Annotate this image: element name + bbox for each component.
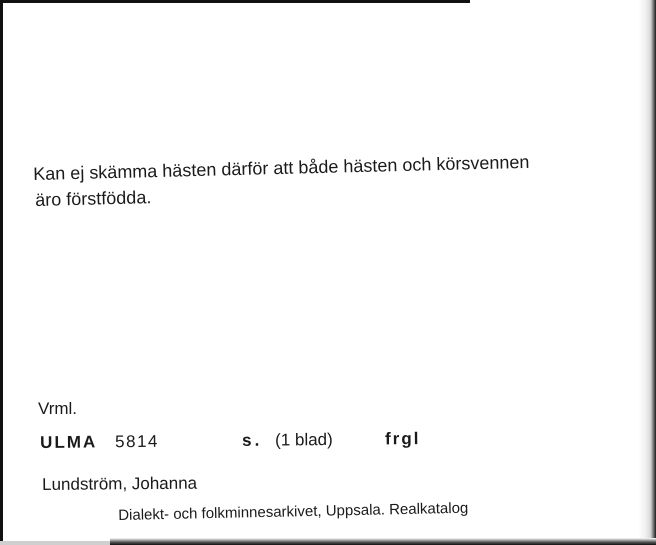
record-pages: (1 blad) [274,429,333,450]
scan-edge-left [0,0,3,545]
scan-edge-bottom-left [0,541,110,545]
archive-footer: Dialekt- och folkminnesarkivet, Uppsala. Realkatalog [118,499,469,524]
record-type: s. [241,430,263,450]
scan-edge-top [0,0,470,3]
record-row [40,426,600,456]
card-text-line-1: Kan ej skämma hästen därför att både hästen och körsvennen [33,151,530,184]
region-label: Vrml. [38,399,78,418]
scan-edge-right [638,0,656,545]
record-number: 5814 [115,431,160,452]
informant-name: Lundström, Johanna [42,473,198,494]
card-text-line-2: äro förstfödda. [35,187,152,210]
record-category: frgl [384,429,421,449]
scan-edge-bottom [110,538,656,545]
record-label: ULMA [40,432,98,452]
